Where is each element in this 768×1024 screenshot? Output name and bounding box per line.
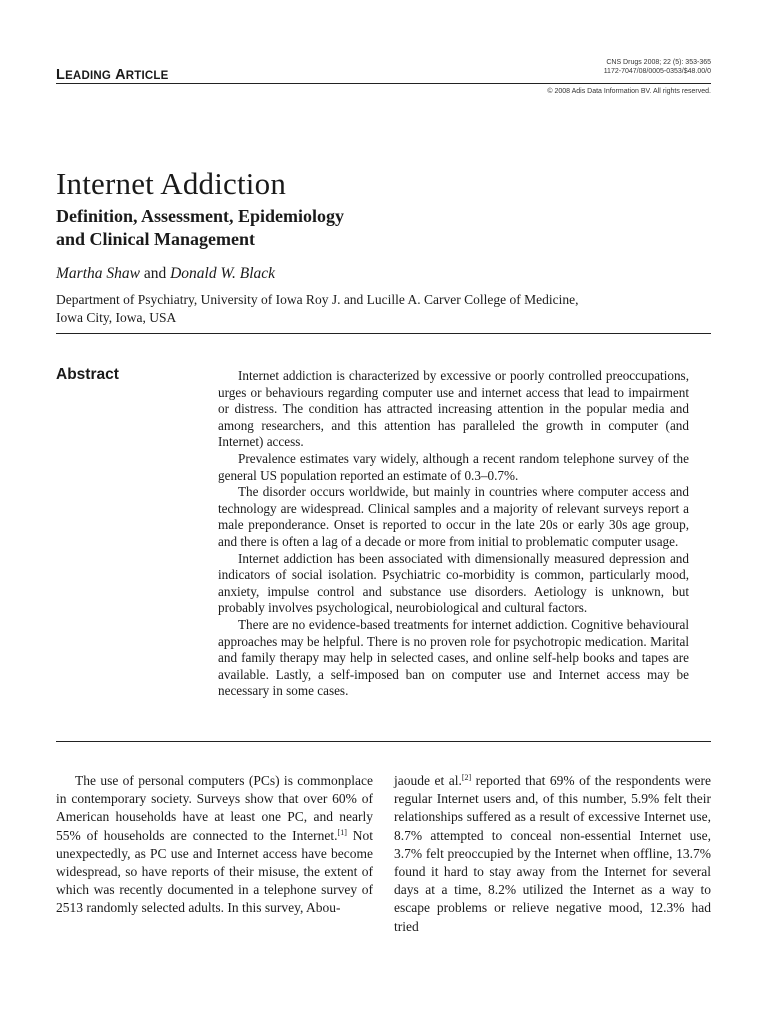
- abstract-paragraph: The disorder occurs worldwide, but mainly in countries where computer access and technology are widespread. Clinical samples and a majority of relevant surveys report a male preponderance. Onset is reported to occur in the late 20s or early 30s age group, and there is often a lag of a decade or more from initial to problematic computer usage.: [218, 484, 689, 549]
- affiliation-line-2: Iowa City, Iowa, USA: [56, 310, 177, 325]
- author-name: Donald W. Black: [170, 265, 276, 282]
- section-label-initial-2: A: [115, 67, 126, 83]
- section-label-initial: L: [56, 67, 66, 83]
- affiliation: [56, 291, 716, 327]
- abstract-bottom-rule: [56, 741, 711, 742]
- section-label-rest: EADING: [65, 70, 111, 82]
- body-text: The use of personal computers (PCs) is commonplace in contemporary society. Surveys show that over 60% of American households have at least one PC, and nearly 55% of households are connected to the Internet.: [56, 773, 373, 843]
- abstract-text: [218, 368, 689, 700]
- body-column-right: [394, 772, 711, 936]
- body-text: Not unexpectedly, as PC use and Internet access have become widespread, so have reports of their misuse, the extent of which was recently documented in a telephone survey of 2513 randomly selected adults. In this survey, Abou-: [56, 827, 373, 916]
- body-text: jaoude et al.: [394, 773, 462, 788]
- author-conjunction: and: [143, 265, 167, 282]
- body-text: reported that 69% of the respondents were regular Internet users and, of this number, 5.9% felt their relationships suffered as a result of excessive Internet use, 8.7% attempted to conceal non-essential Internet use, 3.7% felt preoccupied by the Internet when offline, 13.7% found it hard to stay away from the Internet for several days at a time, 8.2% utilized the Internet as a way to escape problems or relieve negative mood, 12.3% had tried: [394, 773, 711, 934]
- author-list: [56, 265, 275, 283]
- section-label: [56, 66, 169, 83]
- journal-meta: [604, 58, 711, 76]
- reference-link[interactable]: [1]: [337, 827, 347, 837]
- abstract-heading: Abstract: [56, 366, 119, 383]
- abstract-paragraph: Internet addiction is characterized by excessive or poorly controlled preoccupations, urges or behaviours regarding computer use and internet access that lead to impairment or distress. The condition has attracted increasing attention in the popular media and among researchers, and this attention has paralleled the growth in computer (and Internet) access.: [218, 368, 689, 450]
- reference-link[interactable]: [2]: [461, 773, 472, 782]
- section-label-rest-2: RTICLE: [125, 70, 169, 82]
- journal-citation: CNS Drugs 2008; 22 (5): 353-365: [606, 59, 711, 66]
- abstract-paragraph: Prevalence estimates vary widely, although a recent random telephone survey of the general US population reported an estimate of 0.3–0.7%.: [218, 450, 689, 483]
- header-rule: [56, 83, 711, 84]
- article-subtitle: [56, 205, 656, 251]
- affiliation-line-1: Department of Psychiatry, University of Iowa Roy J. and Lucille A. Carver College of Medicine,: [56, 292, 579, 307]
- body-paragraph: [394, 772, 711, 936]
- article-id: 1172-7047/08/0005-0353/$48.00/0: [603, 68, 711, 75]
- subtitle-line-2: and Clinical Management: [56, 229, 256, 249]
- body-paragraph: [56, 772, 373, 918]
- article-title: Internet Addiction: [56, 166, 287, 201]
- body-column-left: [56, 772, 373, 918]
- copyright-notice: © 2008 Adis Data Information BV. All rights reserved.: [547, 88, 711, 95]
- author-name: Martha Shaw: [56, 265, 140, 282]
- abstract-top-rule: [56, 333, 711, 334]
- subtitle-line-1: Definition, Assessment, Epidemiology: [56, 206, 345, 226]
- abstract-paragraph: Internet addiction has been associated with dimensionally measured depression and indicators of social isolation. Psychiatric co-morbidity is common, particularly mood, anxiety, impulse control and substance use disorders. Aetiology is unknown, but probably involves psychological, neurobiological and cultural factors.: [218, 550, 689, 616]
- abstract-paragraph: There are no evidence-based treatments for internet addiction. Cognitive behavioural approaches may be helpful. There is no proven role for psychotropic medication. Marital and family therapy may help in selected cases, and online self-help books and tapes are available. Lastly, a self-imposed ban on computer use and Internet access may be necessary in some cases.: [218, 616, 689, 699]
